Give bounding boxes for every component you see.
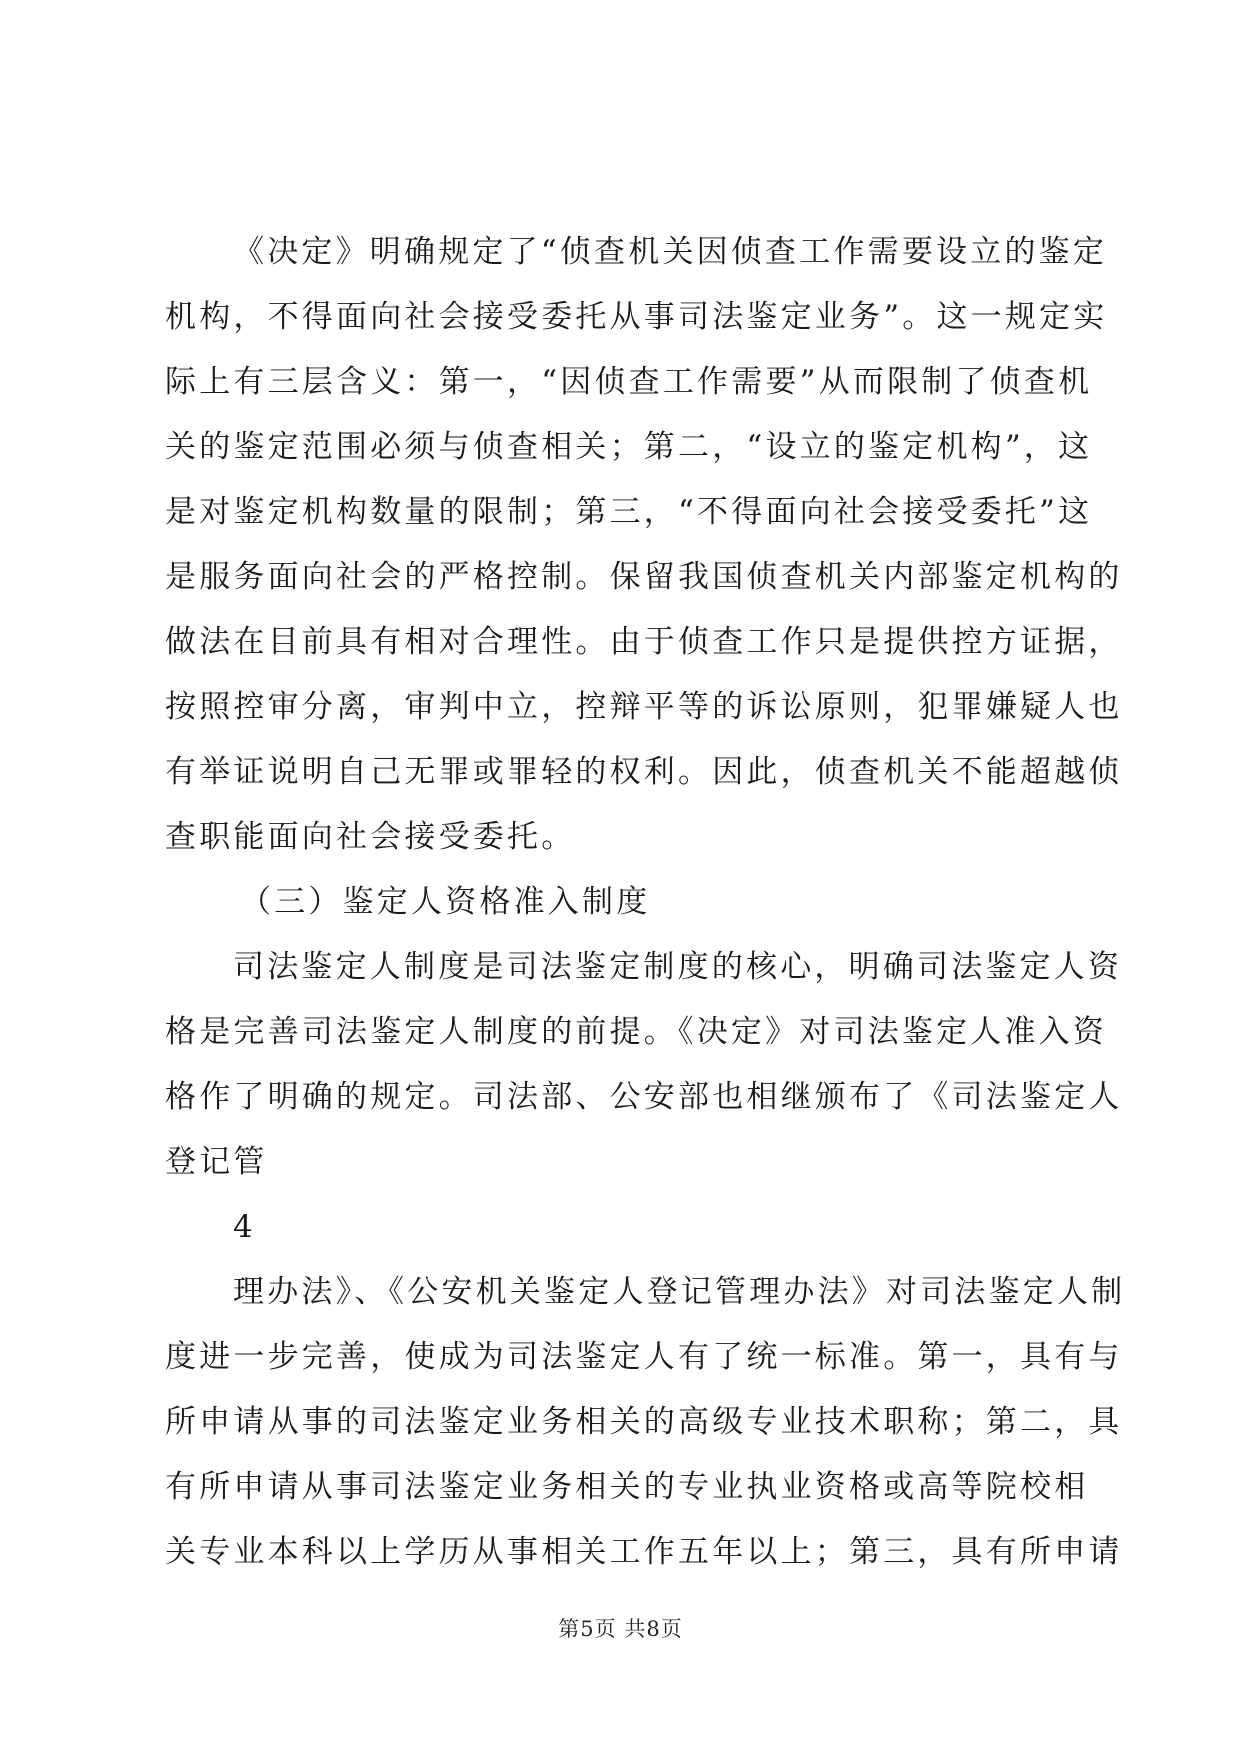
text-line: 做法在目前具有相对合理性。由于侦查工作只是提供控方证据， — [165, 624, 1123, 660]
text-line: 关专业本科以上学历从事相关工作五年以上；第三，具有所申请 — [165, 1534, 1123, 1570]
page-indicator: 第5页 共8页 — [558, 1617, 683, 1641]
text-line: 机构，不得面向社会接受委托从事司法鉴定业务”。这一规定实 — [165, 299, 1108, 335]
text-line: 格是完善司法鉴定人制度的前提。《决定》对司法鉴定人准入资 — [165, 1014, 1108, 1050]
section-heading: （三）鉴定人资格准入制度 — [240, 884, 651, 920]
text-line: 登记管 — [165, 1144, 268, 1180]
text-line: 按照控审分离，审判中立，控辩平等的诉讼原则，犯罪嫌疑人也 — [165, 689, 1123, 725]
text-line: 司法鉴定人制度是司法鉴定制度的核心，明确司法鉴定人资 — [233, 949, 1123, 985]
text-line: 有所申请从事司法鉴定业务相关的专业执业资格或高等院校相 — [165, 1469, 1089, 1505]
paragraph-1 — [165, 220, 1123, 870]
document-body — [165, 220, 1126, 1585]
paragraph-2 — [165, 935, 1123, 1195]
text-line: 关的鉴定范围必须与侦查相关；第二，“设立的鉴定机构”，这 — [165, 429, 1093, 465]
text-line: 度进一步完善，使成为司法鉴定人有了统一标准。第一，具有与 — [165, 1339, 1123, 1375]
text-line: 是对鉴定机构数量的限制；第三，“不得面向社会接受委托”这 — [165, 494, 1093, 530]
text-line: 《决定》明确规定了“侦查机关因侦查工作需要设立的鉴定 — [233, 234, 1108, 270]
inline-page-number: 4 — [233, 1209, 256, 1245]
page-footer — [0, 1613, 1241, 1643]
text-line: 际上有三层含义：第一，“因侦查工作需要”从而限制了侦查机 — [165, 364, 1093, 400]
text-line: 格作了明确的规定。司法部、公安部也相继颁布了《司法鉴定人 — [165, 1079, 1123, 1115]
text-line: 查职能面向社会接受委托。 — [165, 819, 576, 855]
text-line: 所申请从事的司法鉴定业务相关的高级专业技术职称；第二，具 — [165, 1404, 1123, 1440]
paragraph-3 — [165, 1260, 1126, 1585]
text-line: 理办法》、《公安机关鉴定人登记管理办法》对司法鉴定人制 — [233, 1274, 1126, 1310]
text-line: 有举证说明自己无罪或罪轻的权利。因此，侦查机关不能超越侦 — [165, 754, 1123, 790]
text-line: 是服务面向社会的严格控制。保留我国侦查机关内部鉴定机构的 — [165, 559, 1123, 595]
